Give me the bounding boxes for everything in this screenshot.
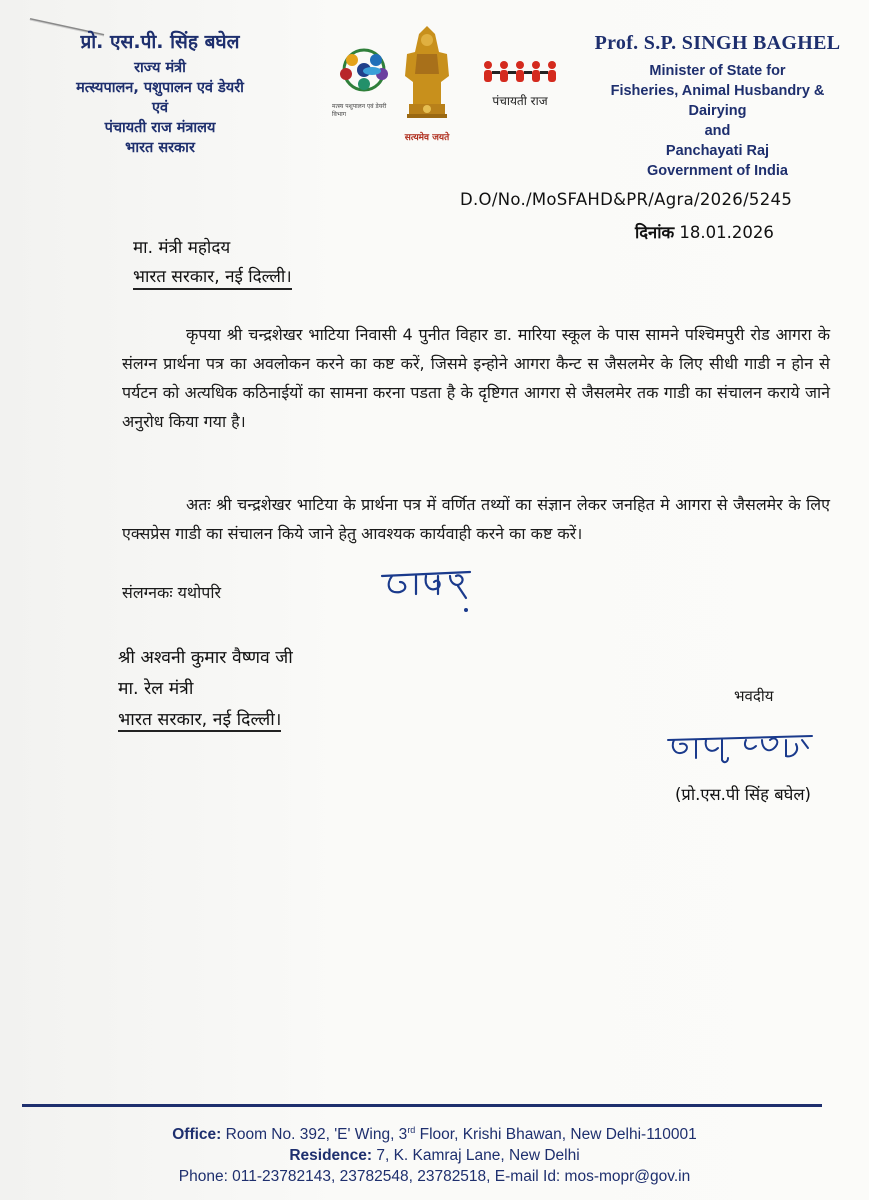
footer-office <box>0 1120 869 1145</box>
government-hindi: भारत सरकार <box>125 140 195 156</box>
footer-rule <box>22 1104 822 1107</box>
fisheries-logo <box>332 46 396 118</box>
office-text-a: Room No. 392, 'E' Wing, 3 <box>221 1126 408 1144</box>
residence-label: Residence: <box>289 1147 373 1165</box>
government-english: Government of India <box>647 163 788 179</box>
ministry-english-3: Panchayati Raj <box>665 143 770 159</box>
closing-yours: भवदीय <box>734 687 774 705</box>
letter-date <box>635 220 774 243</box>
enclosure-note: संलग्नकः यथोपरि <box>122 583 222 602</box>
office-label: Office: <box>172 1126 222 1144</box>
date-label: दिनांक <box>635 223 675 242</box>
letterhead-hindi <box>30 28 290 158</box>
minister-name-english: Prof. S.P. SINGH BAGHEL <box>594 32 841 54</box>
ministry-hindi-3: पंचायती राज मंत्रालय <box>104 120 216 136</box>
footer <box>0 1120 869 1187</box>
emblem-motto: सत्यमेव जयते <box>404 133 450 143</box>
office-sup: rd <box>407 1125 416 1135</box>
footer-phone-email: Phone: 011-23782143, 23782548, 23782518, E-mail Id: mos-mopr@gov.in <box>178 1168 691 1186</box>
date-value: 18.01.2026 <box>679 223 774 242</box>
letterhead-english <box>585 32 850 181</box>
office-text-b: Floor, Krishi Bhawan, New Delhi-110001 <box>415 1126 697 1144</box>
ministry-hindi-1: मत्स्यपालन, पशुपालन एवं डेयरी <box>76 80 244 96</box>
designation-hindi: राज्य मंत्री <box>134 60 186 76</box>
addressee-block <box>118 643 293 736</box>
reference-number: D.O/No./MoSFAHD&PR/Agra/2026/5245 <box>460 190 793 209</box>
fisheries-logo-caption: मत्स्य पशुपालन एवं डेयरी विभाग <box>332 103 387 118</box>
salutation-line-2: भारत सरकार, नई दिल्ली। <box>133 267 292 290</box>
ministry-english-2: and <box>704 123 731 139</box>
signature <box>662 722 822 772</box>
panchayati-raj-label: पंचायती राज <box>492 94 548 108</box>
panchayati-raj-logo <box>478 58 562 108</box>
addressee-location: भारत सरकार, नई दिल्ली। <box>118 710 282 730</box>
ministry-hindi-2: एवं <box>151 100 169 116</box>
body-paragraph-2: अतः श्री चन्द्रशेखर भाटिया के प्रार्थना पत्र में वर्णित तथ्यों का संज्ञान लेकर जनहित मे आगरा से जैसलमेर के लिए एक्सप्रेस गाडी का संचालन किये जाने हेतु आवश्यक कार्यवाही करने का कष्ट करें। <box>122 495 830 543</box>
national-emblem <box>395 24 459 142</box>
addressee-name: श्री अश्वनी कुमार वैष्णव जी <box>118 648 293 668</box>
salutation-block <box>133 234 292 292</box>
designation-english: Minister of State for <box>649 63 786 79</box>
footer-residence <box>0 1145 869 1166</box>
addressee-title: मा. रेल मंत्री <box>118 679 194 699</box>
signatory-name: (प्रो.एस.पी सिंह बघेल) <box>675 785 811 804</box>
handwritten-sadar <box>378 560 478 614</box>
body-paragraph-1: कृपया श्री चन्द्रशेखर भाटिया निवासी 4 पुनीत विहार डा. मारिया स्कूल के पास सामने पश्चिमपुरी रोड आगरा के संलग्न प्रार्थना पत्र का अवलोकन करने का कष्ट करें, जिसमे इन्होने आगरा कैन्ट स जैसलमेर के लिए सीधी गाडी न होन से पर्यटन को अत्यधिक कठिनाईयों का सामना करना पडता है के दृष्टिगत आगरा से जैसलमेर तक गाडी का संचालन कराये जाने अनुरोध किया गया है। <box>122 325 830 431</box>
handwritten-sadar-text: सादर <box>378 560 380 561</box>
minister-name-hindi: प्रो. एस.पी. सिंह बघेल <box>80 31 240 53</box>
residence-text: 7, K. Kamraj Lane, New Delhi <box>372 1147 580 1165</box>
salutation-line-1: मा. मंत्री महोदय <box>133 238 231 258</box>
ministry-english-1: Fisheries, Animal Husbandry & Dairying <box>610 83 825 119</box>
